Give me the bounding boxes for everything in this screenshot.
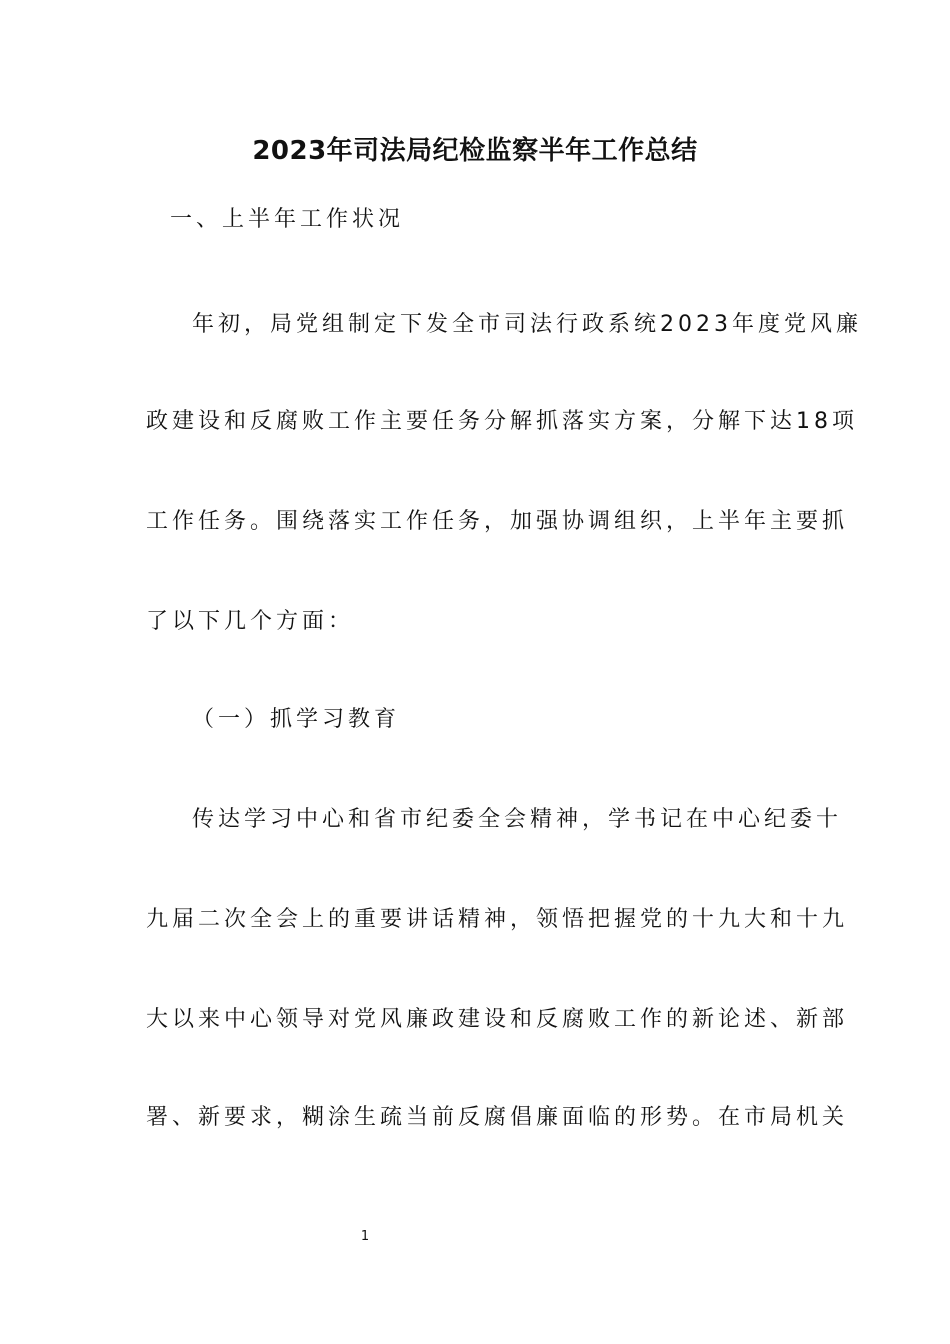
paragraph-line: 年初，局党组制定下发全市司法行政系统2023年度党风廉: [192, 312, 862, 337]
subsection-heading: （一）抓学习教育: [192, 707, 401, 732]
paragraph-line: 九届二次全会上的重要讲话精神，领悟把握党的十九大和十九: [146, 907, 849, 932]
paragraph-line: 传达学习中心和省市纪委全会精神，学书记在中心纪委十: [192, 807, 843, 832]
paragraph-line: 政建设和反腐败工作主要任务分解抓落实方案，分解下达18项: [146, 409, 858, 434]
section-heading: 一、上半年工作状况: [170, 207, 405, 232]
document-title: 2023年司法局纪检监察半年工作总结: [252, 136, 698, 166]
paragraph-line: 大以来中心领导对党风廉政建设和反腐败工作的新论述、新部: [146, 1007, 849, 1032]
page-number: 1: [360, 1229, 370, 1244]
paragraph-line: 署、新要求，糊涂生疏当前反腐倡廉面临的形势。在市局机关: [146, 1105, 849, 1130]
paragraph-line: 了以下几个方面：: [146, 609, 355, 634]
paragraph-line: 工作任务。围绕落实工作任务，加强协调组织，上半年主要抓: [146, 509, 849, 534]
